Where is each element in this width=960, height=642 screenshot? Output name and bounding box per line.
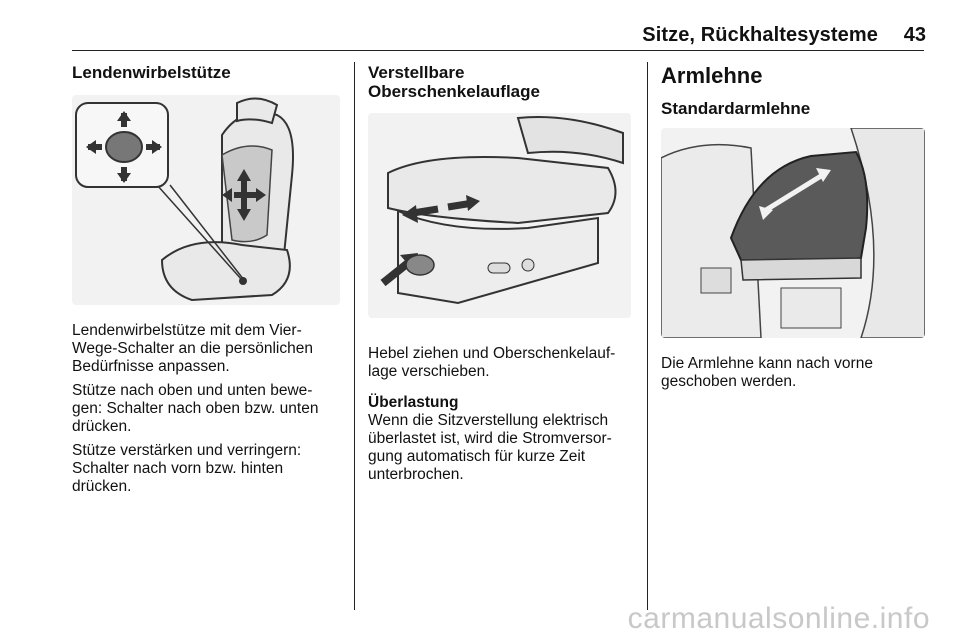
page-number: 43	[903, 24, 926, 46]
heading-armrest: Armlehne	[661, 63, 763, 88]
column-thigh-support	[368, 63, 636, 484]
paragraph: Stütze verstärken und verringern: Schalter nach vorn bzw. hinten drücken.	[72, 442, 302, 495]
paragraph: Wenn die Sitzverstellung elektrisch überlastet ist, wird die Stromversor-gung automatisch für kurze Zeit unterbrochen.	[368, 412, 612, 483]
column-lumbar-support	[72, 63, 340, 496]
thigh-support-illustration	[368, 113, 631, 318]
column-armrest	[661, 63, 925, 391]
heading-overload: Überlastung	[368, 394, 459, 411]
column-divider-1	[354, 62, 355, 610]
section-title: Sitze, Rückhaltesysteme	[642, 24, 878, 46]
lumbar-switch-illustration	[72, 95, 340, 305]
watermark: carmanualsonline.info	[627, 602, 930, 635]
figure-caption: Die Armlehne kann nach vorne geschoben werden.	[661, 355, 873, 390]
heading-lumbar-support: Lendenwirbelstütze	[72, 63, 231, 82]
column-divider-2	[647, 62, 648, 610]
paragraph: Lendenwirbelstütze mit dem Vier-Wege-Schalter an die persönlichen Bedürfnisse anpassen.	[72, 322, 313, 375]
armrest-illustration	[661, 128, 925, 338]
paragraph: Stütze nach oben und unten bewe-gen: Schalter nach oben bzw. unten drücken.	[72, 382, 319, 435]
figure-caption: Hebel ziehen und Oberschenkelauf-lage verschieben.	[368, 345, 616, 380]
header-rule	[72, 50, 924, 51]
heading-thigh-support: Verstellbare Oberschenkelauflage	[368, 63, 540, 101]
heading-standard-armrest: Standardarmlehne	[661, 99, 811, 118]
